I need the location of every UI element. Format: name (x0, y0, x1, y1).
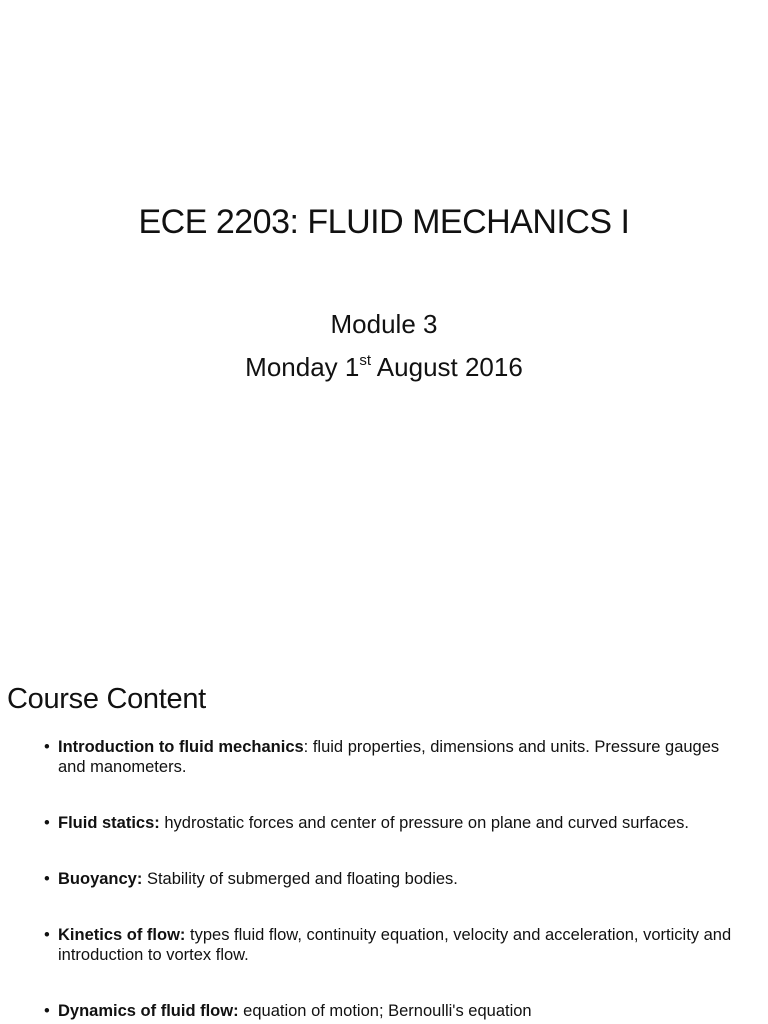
date-prefix: Monday 1 (245, 352, 360, 382)
date-label (0, 352, 768, 383)
slide-title: ECE 2203: FLUID MECHANICS I (138, 203, 630, 241)
bullet-topic: Dynamics of fluid flow: (58, 1002, 239, 1020)
content-heading: Course Content (7, 683, 206, 715)
bullet-list (44, 737, 744, 1024)
bullet-intro (44, 737, 744, 777)
bullet-buoyancy (44, 869, 744, 889)
date-suffix: August 2016 (371, 352, 523, 382)
bullet-topic: Fluid statics: (58, 814, 160, 832)
bullet-topic: Buoyancy: (58, 870, 143, 888)
bullet-kinetics (44, 925, 744, 965)
bullet-dynamics (44, 1001, 744, 1021)
bullet-fluid-statics (44, 813, 744, 833)
bullet-topic: Introduction to fluid mechanics (58, 738, 304, 756)
bullet-description: equation of motion; Bernoulli's equation (238, 1002, 532, 1020)
course-content-slide (0, 648, 768, 1024)
bullet-description: : fluid properties, dimensions and units. Pressure gauges and manometers. (58, 738, 720, 776)
bullet-description: hydrostatic forces and center of pressure on plane and curved surfaces. (159, 814, 689, 832)
bullet-description: Stability of submerged and floating bodies. (142, 870, 458, 888)
bullet-topic: Kinetics of flow: (58, 926, 186, 944)
date-ordinal-suffix: st (359, 352, 372, 369)
module-label: Module 3 (330, 309, 438, 339)
bullet-description: types fluid flow, continuity equation, velocity and acceleration, vorticity and introduction to vortex flow. (58, 926, 732, 964)
